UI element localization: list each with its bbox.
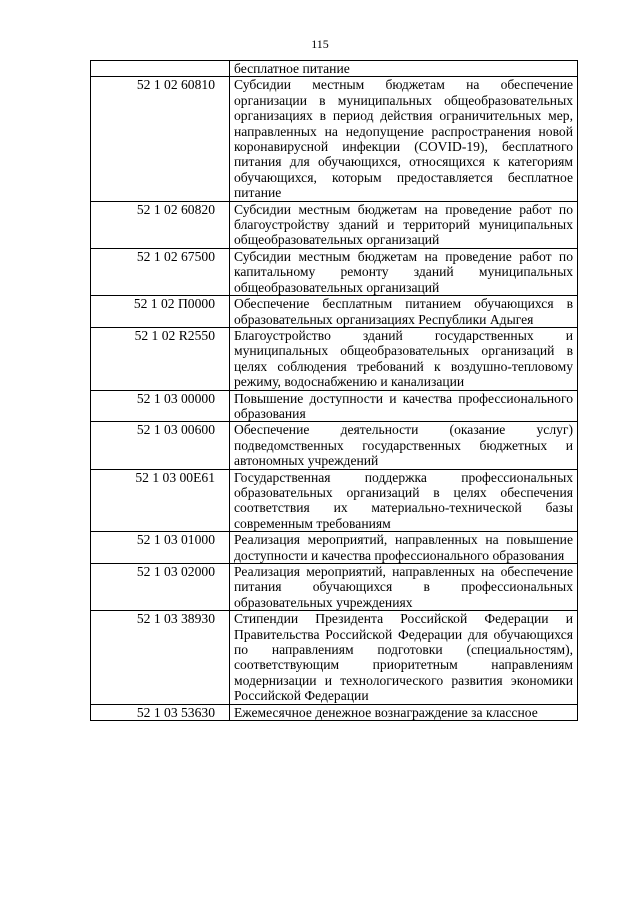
row-description-cell: Субсидии местным бюджетам на проведение работ по капитальному ремонту зданий муниципальных общеобразовательных организаций — [230, 248, 578, 295]
table-row — [91, 296, 578, 328]
row-code-cell — [91, 61, 230, 77]
table-row — [91, 77, 578, 201]
table-row — [91, 704, 578, 720]
table-row — [91, 469, 578, 532]
table-row — [91, 564, 578, 611]
row-description-cell: Повышение доступности и качества профессионального образования — [230, 390, 578, 422]
row-description-cell: Ежемесячное денежное вознаграждение за классное — [230, 704, 578, 720]
row-description-cell: бесплатное питание — [230, 61, 578, 77]
table-row — [91, 248, 578, 295]
row-description-cell: Государственная поддержка профессиональных образовательных организаций в целях обеспечения соответствия их материально-технической базы современным требованиям — [230, 469, 578, 532]
row-code-cell: 52 1 02 60820 — [91, 201, 230, 248]
budget-classification-table — [90, 60, 578, 721]
page-number: 115 — [311, 37, 329, 51]
row-code-cell: 52 1 03 38930 — [91, 611, 230, 704]
table-row — [91, 61, 578, 77]
row-description-cell: Реализация мероприятий, направленных на обеспечение питания обучающихся в профессиональных образовательных учреждениях — [230, 564, 578, 611]
table-row — [91, 327, 578, 390]
row-code-cell: 52 1 03 00E61 — [91, 469, 230, 532]
row-description-cell: Реализация мероприятий, направленных на повышение доступности и качества профессионального образования — [230, 532, 578, 564]
row-code-cell: 52 1 02 R2550 — [91, 327, 230, 390]
table-body — [91, 61, 578, 721]
row-description-cell: Стипендии Президента Российской Федерации и Правительства Российской Федерации для обучающихся по направлениям подготовки (специальностям), соответствующим приоритетным направлениям модернизации и технологического развития экономики Российской Федерации — [230, 611, 578, 704]
row-code-cell: 52 1 03 01000 — [91, 532, 230, 564]
row-description-cell: Обеспечение деятельности (оказание услуг) подведомственных государственных бюджетных и автономных учреждений — [230, 422, 578, 469]
row-description-cell: Субсидии местным бюджетам на проведение работ по благоустройству зданий и территорий муниципальных общеобразовательных организаций — [230, 201, 578, 248]
table-row — [91, 532, 578, 564]
row-code-cell: 52 1 02 П0000 — [91, 296, 230, 328]
row-description-cell: Субсидии местным бюджетам на обеспечение организации в муниципальных общеобразовательных организациях в период действия ограничительных мер, направленных на недопущение распространения новой коронавирусной инфекции (COVID-19), бесплатного питания для обучающихся, относящихся к категориям обучающихся, которым предоставляется бесплатное питание — [230, 77, 578, 201]
row-code-cell: 52 1 02 67500 — [91, 248, 230, 295]
table-row — [91, 390, 578, 422]
table-row — [91, 201, 578, 248]
row-code-cell: 52 1 03 00600 — [91, 422, 230, 469]
table-row — [91, 611, 578, 704]
row-code-cell: 52 1 03 00000 — [91, 390, 230, 422]
row-description-cell: Обеспечение бесплатным питанием обучающихся в образовательных организациях Республики Адыгея — [230, 296, 578, 328]
row-description-cell: Благоустройство зданий государственных и муниципальных общеобразовательных организаций в целях соблюдения требований к воздушно-тепловому режиму, водоснабжению и канализации — [230, 327, 578, 390]
table-row — [91, 422, 578, 469]
row-code-cell: 52 1 02 60810 — [91, 77, 230, 201]
row-code-cell: 52 1 03 53630 — [91, 704, 230, 720]
row-code-cell: 52 1 03 02000 — [91, 564, 230, 611]
